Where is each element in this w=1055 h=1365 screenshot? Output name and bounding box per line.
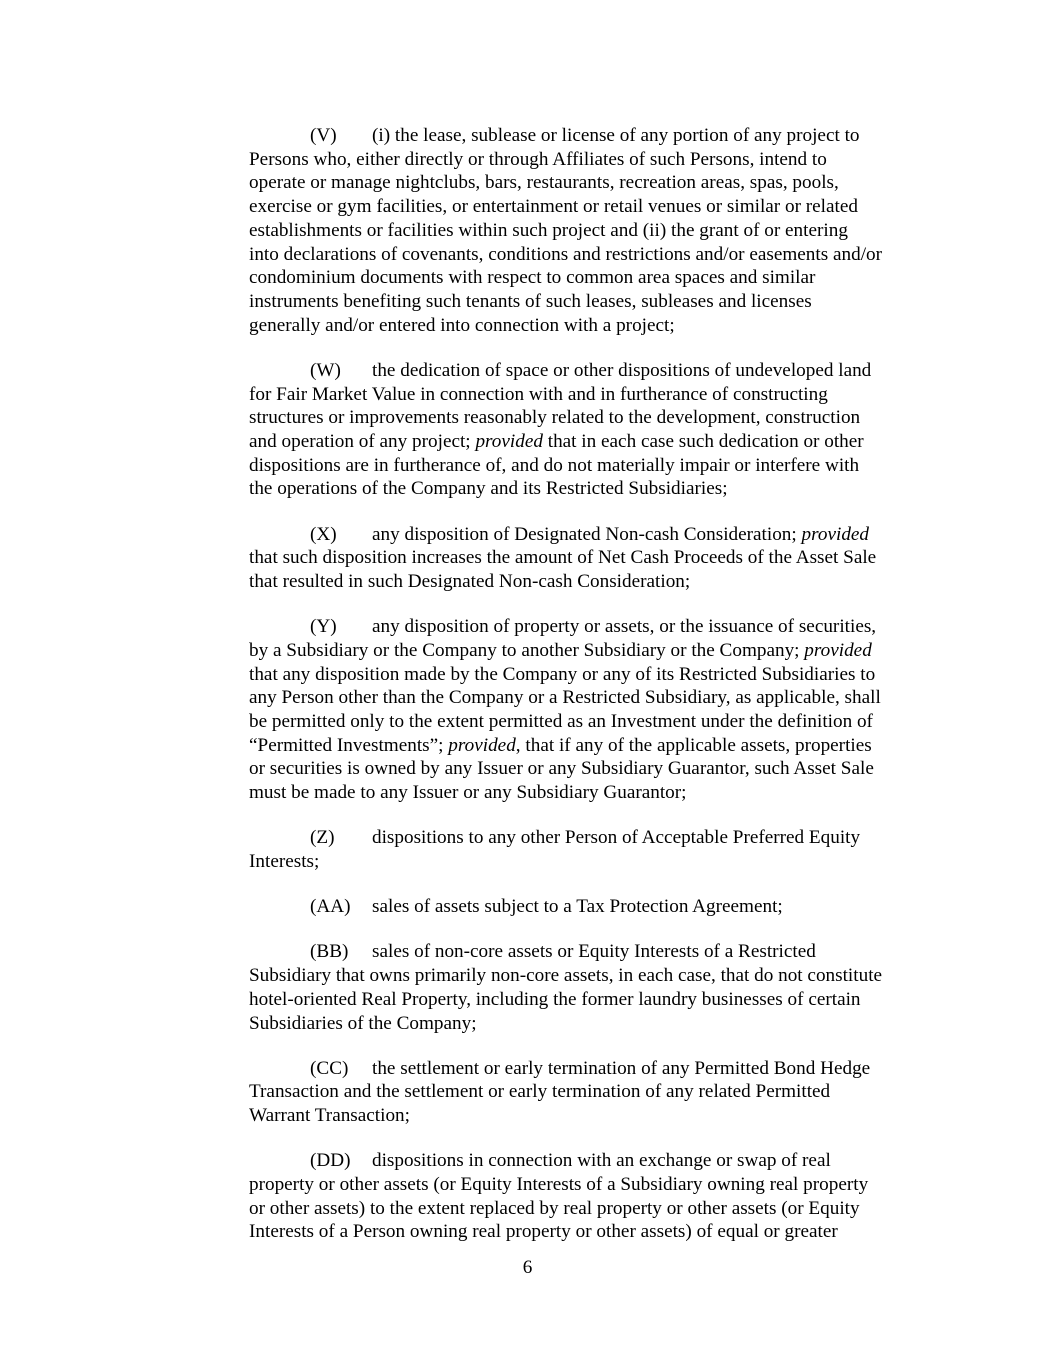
- text-line: [249, 430, 939, 454]
- text-line: [249, 406, 939, 430]
- text-line: [249, 1173, 939, 1197]
- text-line: [249, 219, 939, 243]
- text-segment: be permitted only to the extent permitted as an Investment under the definition of: [249, 710, 873, 732]
- clause-label: (Y): [310, 616, 337, 638]
- text-line: [249, 1057, 939, 1081]
- clause-paragraph: [249, 826, 939, 873]
- clause-label: (W): [310, 359, 341, 381]
- text-segment: property or other assets (or Equity Interests of a Subsidiary owning real property: [249, 1174, 869, 1196]
- text-line: [249, 1012, 939, 1036]
- text-segment: hotel-oriented Real Property, including the former laundry businesses of certain: [249, 988, 861, 1010]
- text-segment: that any disposition made by the Company or any of its Restricted Subsidiaries to: [249, 663, 876, 685]
- text-line: [249, 523, 939, 547]
- text-segment: dispositions are in furtherance of, and do not materially impair or interfere with: [249, 454, 860, 476]
- clause-label: (V): [310, 125, 337, 146]
- text-segment: establishments or facilities within such project and (ii) the grant of or entering: [249, 219, 848, 241]
- text-line: [249, 383, 939, 407]
- text-segment: Subsidiary that owns primarily non-core assets, in each case, that do not constitute: [249, 965, 883, 987]
- text-line: [249, 710, 939, 734]
- text-line: [249, 663, 939, 687]
- text-line: [249, 686, 939, 710]
- text-line: [249, 964, 939, 988]
- text-segment: that in each case such dedication or other: [542, 430, 864, 452]
- text-line: [249, 1080, 939, 1104]
- text-segment: Warrant Transaction;: [249, 1105, 410, 1127]
- clause-label: (Z): [310, 827, 335, 849]
- text-segment: exercise or gym facilities, or entertainment or retail venues or similar or related: [249, 196, 858, 218]
- clause-label: (AA): [310, 896, 351, 918]
- text-line: [249, 940, 939, 964]
- text-segment: any Person other than the Company or a Restricted Subsidiary, as applicable, shall: [249, 687, 881, 709]
- text-segment: generally and/or entered into connection with a project;: [249, 314, 675, 336]
- clause-label: (BB): [310, 941, 349, 963]
- text-segment: that resulted in such Designated Non-cash Consideration;: [249, 570, 691, 592]
- text-line: [249, 171, 939, 195]
- text-segment: (i) the lease, sublease or license of any portion of any project to: [372, 125, 860, 146]
- text-line: [249, 314, 939, 338]
- text-line: [249, 266, 939, 290]
- clause-paragraph: [249, 359, 939, 501]
- text-segment: for Fair Market Value in connection with and in furtherance of constructing: [249, 383, 828, 405]
- text-segment: any disposition of property or assets, or the issuance of securities,: [372, 616, 877, 638]
- text-line: [249, 850, 939, 874]
- text-line: [249, 570, 939, 594]
- text-segment: Interests of a Person owning real property or other assets) of equal or greater: [249, 1221, 838, 1243]
- text-line: [249, 615, 939, 639]
- text-line: [249, 290, 939, 314]
- text-line: [249, 243, 939, 267]
- text-line: [249, 1220, 939, 1244]
- text-segment: Interests;: [249, 850, 320, 872]
- text-line: [249, 781, 939, 805]
- text-line: [249, 1149, 939, 1173]
- page-number: 6: [522, 1257, 533, 1278]
- text-segment: must be made to any Issuer or any Subsidiary Guarantor;: [249, 782, 687, 804]
- text-line: [249, 454, 939, 478]
- clause-label: (X): [310, 523, 337, 545]
- clause-paragraph: [249, 895, 939, 919]
- text-segment: , that if any of the applicable assets, properties: [515, 734, 872, 756]
- text-line: [249, 639, 939, 663]
- clause-label: (DD): [310, 1150, 351, 1172]
- text-segment: by a Subsidiary or the Company to another Subsidiary or the Company;: [249, 639, 805, 661]
- text-line: [249, 477, 939, 501]
- clause-paragraph: [249, 1057, 939, 1128]
- clause-paragraph: [249, 940, 939, 1035]
- text-segment: structures or improvements reasonably related to the development, construction: [249, 407, 861, 429]
- text-line: [249, 826, 939, 850]
- text-segment: instruments benefiting such tenants of such leases, subleases and licenses: [249, 290, 812, 312]
- text-segment: operate or manage nightclubs, bars, restaurants, recreation areas, spas, pools,: [249, 172, 839, 194]
- text-segment: into declarations of covenants, conditions and restrictions and/or easements and/or: [249, 243, 883, 265]
- text-segment: or securities is owned by any Issuer or any Subsidiary Guarantor, such Asset Sale: [249, 758, 874, 780]
- italic-term: provided: [475, 430, 543, 452]
- clause-paragraph: [249, 523, 939, 594]
- text-segment: and operation of any project;: [249, 430, 476, 452]
- text-segment: the dedication of space or other dispositions of undeveloped land: [372, 359, 872, 381]
- text-segment: any disposition of Designated Non-cash Consideration;: [372, 523, 802, 545]
- text-line: [249, 988, 939, 1012]
- text-segment: Transaction and the settlement or early termination of any related Permitted: [249, 1081, 831, 1103]
- clause-paragraph: [249, 615, 939, 805]
- text-line: [249, 1197, 939, 1221]
- text-segment: or other assets) to the extent replaced by real property or other assets (or Equity: [249, 1197, 860, 1219]
- text-line: [249, 546, 939, 570]
- text-segment: that such disposition increases the amount of Net Cash Proceeds of the Asset Sale: [249, 547, 877, 569]
- text-segment: sales of non-core assets or Equity Interests of a Restricted: [372, 941, 816, 963]
- text-segment: Persons who, either directly or through Affiliates of such Persons, intend to: [249, 148, 827, 170]
- text-segment: the operations of the Company and its Restricted Subsidiaries;: [249, 478, 728, 500]
- text-segment: dispositions in connection with an exchange or swap of real: [372, 1150, 831, 1172]
- text-line: [249, 148, 939, 172]
- text-segment: condominium documents with respect to common area spaces and similar: [249, 267, 816, 289]
- text-line: [249, 734, 939, 758]
- italic-term: provided: [448, 734, 516, 756]
- clause-paragraph: [249, 124, 939, 337]
- text-segment: sales of assets subject to a Tax Protection Agreement;: [372, 896, 783, 918]
- text-segment: “Permitted Investments”;: [249, 734, 449, 756]
- clause-paragraph: [249, 1149, 939, 1244]
- text-line: [249, 195, 939, 219]
- text-line: [249, 124, 939, 148]
- italic-term: provided: [801, 523, 870, 545]
- clause-label: (CC): [310, 1057, 349, 1079]
- text-line: [249, 1104, 939, 1128]
- text-line: [249, 757, 939, 781]
- text-segment: the settlement or early termination of any Permitted Bond Hedge: [372, 1057, 871, 1079]
- text-line: [249, 359, 939, 383]
- document-body: [249, 124, 939, 1266]
- text-segment: Subsidiaries of the Company;: [249, 1012, 477, 1034]
- text-segment: dispositions to any other Person of Acceptable Preferred Equity: [372, 827, 861, 849]
- italic-term: provided: [804, 639, 872, 661]
- text-line: [249, 895, 939, 919]
